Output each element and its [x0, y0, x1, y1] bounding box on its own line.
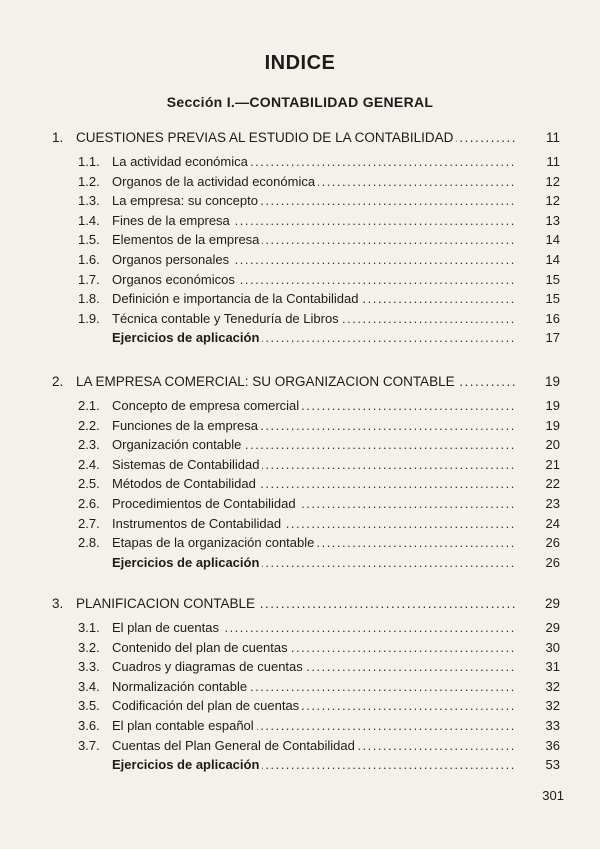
entry-leader	[112, 677, 516, 697]
entry-number: 2.3.	[78, 437, 100, 453]
entry-page: 13	[545, 212, 560, 228]
entry-title: Organización contable	[112, 437, 244, 452]
entry-title: Organos personales	[112, 252, 232, 267]
entry-page: 23	[545, 496, 560, 511]
entry-title: Ejercicios de aplicación	[112, 330, 262, 345]
entry-number: 1.	[52, 130, 64, 145]
entry-page: 32	[545, 678, 560, 694]
entry-title: Etapas de la organización contable	[112, 535, 317, 550]
toc-entry[interactable]	[0, 250, 600, 270]
entry-title: Cuentas del Plan General de Contabilidad	[112, 738, 358, 753]
entry-leader	[112, 435, 516, 455]
entry-page: 36	[545, 737, 560, 753]
toc-entry[interactable]	[0, 289, 600, 309]
entry-title: Instrumentos de Contabilidad	[112, 516, 284, 531]
entry-page: 11	[546, 154, 560, 169]
entry-title: Codificación del plan de cuentas	[112, 698, 302, 713]
entry-title: La empresa: su concepto	[112, 193, 261, 208]
toc-entry[interactable]	[0, 172, 600, 192]
entry-title: Ejercicios de aplicación	[112, 555, 262, 570]
entry-page: 17	[545, 330, 560, 346]
entry-leader	[112, 553, 516, 573]
exercises-entry[interactable]	[0, 328, 600, 348]
entry-number: 2.8.	[78, 535, 100, 551]
entry-leader	[112, 618, 516, 638]
toc-entry[interactable]	[0, 716, 600, 736]
toc-entry[interactable]	[0, 435, 600, 455]
entry-page: 24	[545, 515, 560, 531]
entry-number: 3.7.	[78, 737, 100, 753]
entry-title: Normalización contable	[112, 679, 250, 694]
entry-title: Métodos de Contabilidad	[112, 476, 259, 491]
entry-title: Fines de la empresa	[112, 213, 233, 228]
entry-title: Técnica contable y Teneduría de Libros	[112, 311, 342, 326]
section-title: Sección I.—CONTABILIDAD GENERAL	[166, 94, 434, 110]
entry-number: 3.5.	[78, 698, 100, 714]
entry-page: 19	[544, 374, 560, 389]
toc-entry[interactable]	[0, 191, 600, 211]
entry-title: El plan de cuentas	[112, 620, 222, 635]
entry-number: 3.4.	[78, 678, 100, 694]
entry-leader	[112, 638, 516, 658]
entry-title: Procedimientos de Contabilidad	[112, 496, 299, 511]
chapter-heading[interactable]	[0, 594, 600, 614]
entry-title: El plan contable español	[112, 718, 257, 733]
entry-leader	[112, 328, 516, 348]
entry-number: 2.2.	[78, 417, 100, 433]
entry-number: 1.7.	[78, 271, 100, 287]
entry-page: 15	[545, 291, 560, 307]
toc-entry[interactable]	[0, 677, 600, 697]
toc-entry[interactable]	[0, 638, 600, 658]
entry-leader	[112, 416, 516, 436]
toc-entry[interactable]	[0, 309, 600, 329]
entry-title: Sistemas de Contabilidad	[112, 457, 262, 472]
toc-entry[interactable]	[0, 455, 600, 475]
toc-entry[interactable]	[0, 230, 600, 250]
entry-page: 29	[544, 596, 560, 611]
exercises-entry[interactable]	[0, 553, 600, 573]
page-number: 301	[542, 788, 564, 803]
page-title: INDICE	[264, 52, 336, 74]
entry-leader	[112, 716, 516, 736]
entry-number: 1.2.	[78, 173, 100, 189]
entry-title: LA EMPRESA COMERCIAL: SU ORGANIZACION CONTABLE	[76, 374, 458, 389]
entry-number: 2.1.	[78, 398, 100, 413]
entry-page: 11	[545, 130, 560, 145]
entry-number: 2.7.	[78, 515, 100, 531]
entry-title: Definición e importancia de la Contabilidad	[112, 291, 361, 306]
toc-entry[interactable]	[0, 152, 600, 172]
entry-page: 53	[545, 757, 560, 773]
toc-entry[interactable]	[0, 416, 600, 436]
entry-page: 19	[545, 398, 560, 413]
entry-title: Ejercicios de aplicación	[112, 757, 262, 772]
entry-leader	[112, 172, 516, 192]
entry-leader	[112, 309, 516, 329]
entry-number: 3.2.	[78, 639, 100, 655]
entry-leader	[112, 514, 516, 534]
entry-number: 1.4.	[78, 212, 100, 228]
toc-entry[interactable]	[0, 474, 600, 494]
entry-number: 2.5.	[78, 476, 100, 492]
entry-page: 30	[545, 639, 560, 655]
entry-leader	[76, 594, 516, 614]
entry-number: 1.8.	[78, 291, 100, 307]
entry-leader	[112, 396, 516, 416]
entry-title: Contenido del plan de cuentas	[112, 640, 291, 655]
toc-entry[interactable]	[0, 533, 600, 553]
entry-number: 3.	[52, 596, 64, 611]
entry-title: Concepto de empresa comercial	[112, 398, 302, 413]
entry-leader	[112, 152, 516, 172]
toc-entry[interactable]	[0, 736, 600, 756]
entry-leader	[112, 657, 516, 677]
entry-leader	[112, 494, 516, 514]
entry-number: 3.6.	[78, 718, 100, 733]
entry-page: 31	[545, 659, 560, 675]
entry-page: 21	[545, 456, 560, 472]
entry-title: PLANIFICACION CONTABLE	[76, 596, 258, 611]
entry-title: Organos económicos	[112, 272, 238, 287]
entry-page: 20	[545, 437, 560, 453]
entry-title: Funciones de la empresa	[112, 418, 261, 433]
toc-entry[interactable]	[0, 618, 600, 638]
entry-leader	[112, 211, 516, 231]
entry-leader	[112, 736, 516, 756]
toc-entry[interactable]	[0, 696, 600, 716]
entry-number: 3.1.	[78, 620, 100, 635]
entry-leader	[112, 191, 516, 211]
entry-leader	[112, 270, 516, 290]
entry-leader	[112, 230, 516, 250]
entry-leader	[76, 128, 516, 148]
entry-number: 1.5.	[78, 232, 100, 248]
entry-leader	[112, 250, 516, 270]
entry-leader	[112, 755, 516, 775]
entry-leader	[112, 455, 516, 475]
entry-page: 14	[545, 232, 560, 248]
chapter-heading[interactable]	[0, 128, 600, 148]
entry-page: 33	[545, 718, 560, 733]
entry-title: CUESTIONES PREVIAS AL ESTUDIO DE LA CONTABILIDAD	[76, 130, 456, 145]
entry-leader	[112, 696, 516, 716]
entry-leader	[112, 289, 516, 309]
entry-number: 1.9.	[78, 310, 100, 326]
entry-number: 1.6.	[78, 252, 100, 267]
entry-page: 16	[545, 310, 560, 326]
toc-entry[interactable]	[0, 657, 600, 677]
entry-page: 15	[545, 271, 560, 287]
entry-title: Organos de la actividad económica	[112, 174, 318, 189]
entry-title: Cuadros y diagramas de cuentas	[112, 659, 306, 674]
chapter-heading[interactable]	[0, 372, 600, 392]
entry-leader	[76, 372, 516, 392]
entry-title: Elementos de la empresa	[112, 232, 262, 247]
entry-number: 1.3.	[78, 193, 100, 209]
entry-page: 19	[545, 417, 560, 433]
entry-number: 2.6.	[78, 496, 100, 511]
entry-page: 14	[545, 252, 560, 267]
entry-number: 1.1.	[78, 154, 100, 169]
entry-page: 22	[545, 476, 560, 492]
toc-entry[interactable]	[0, 396, 600, 416]
toc-entry[interactable]	[0, 514, 600, 534]
entry-number: 2.4.	[78, 456, 100, 472]
exercises-entry[interactable]	[0, 755, 600, 775]
toc-entry[interactable]	[0, 494, 600, 514]
entry-number: 3.3.	[78, 659, 100, 675]
entry-page: 12	[545, 193, 560, 209]
toc-entry[interactable]	[0, 211, 600, 231]
entry-leader	[112, 474, 516, 494]
entry-page: 26	[545, 554, 560, 570]
entry-number: 2.	[52, 374, 64, 389]
entry-leader	[112, 533, 516, 553]
toc-entry[interactable]	[0, 270, 600, 290]
entry-title: La actividad económica	[112, 154, 251, 169]
entry-page: 29	[545, 620, 560, 635]
entry-page: 12	[545, 173, 560, 189]
entry-page: 26	[545, 535, 560, 551]
entry-page: 32	[545, 698, 560, 714]
